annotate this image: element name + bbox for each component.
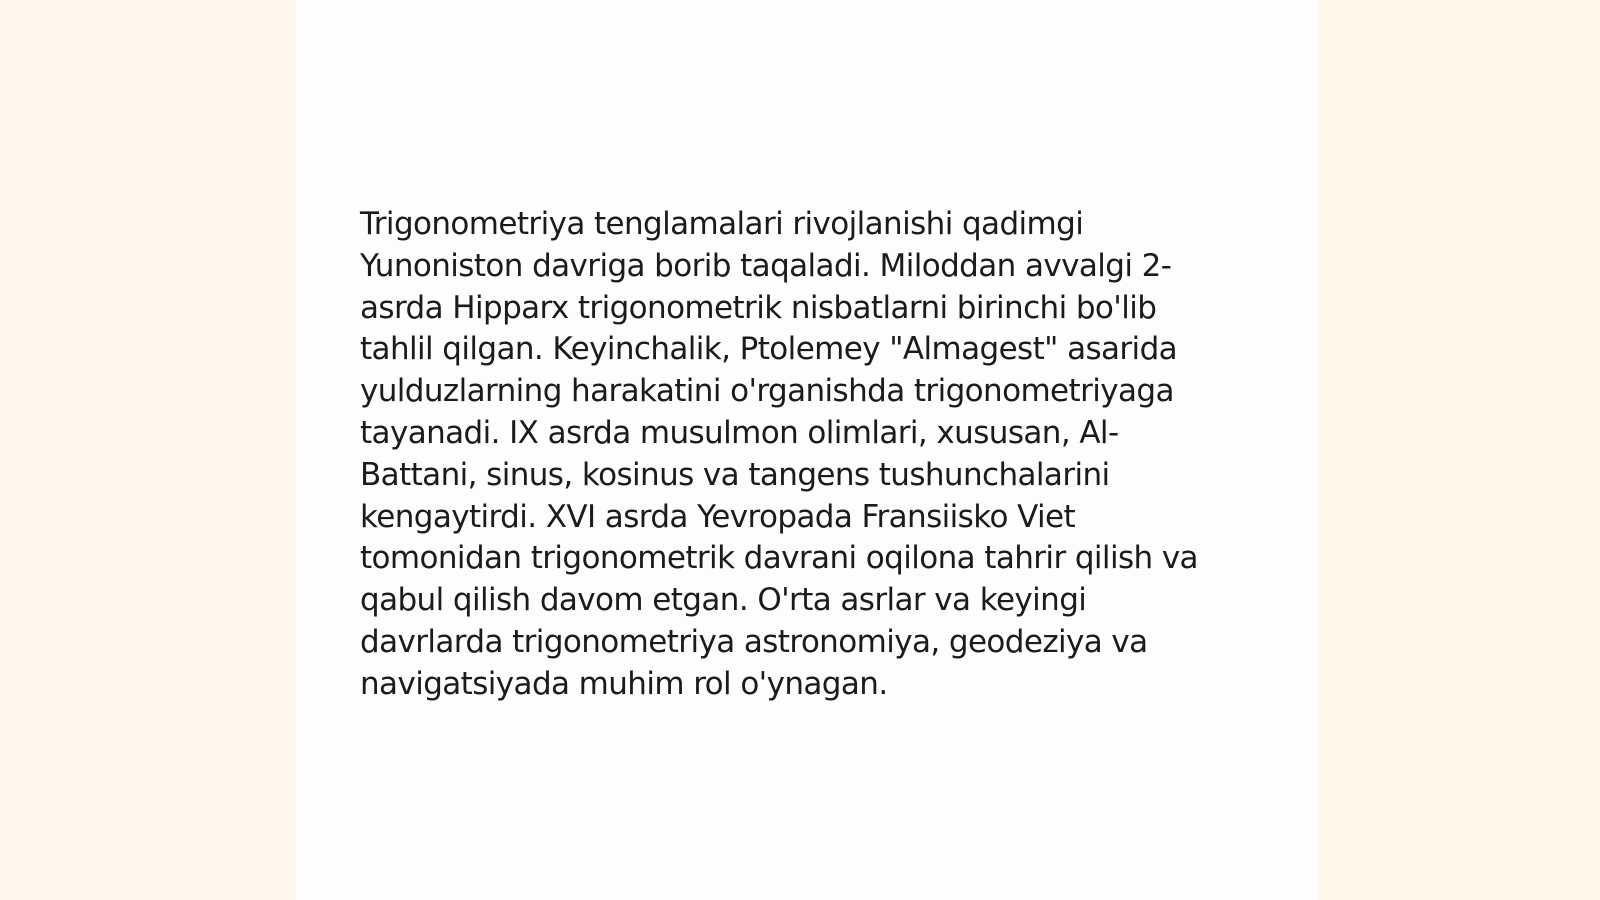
slide-body-text: Trigonometriya tenglamalari rivojlanishi qadimgi Yunoniston davriga borib taqaladi. Miloddan avvalgi 2-asrda Hipparx trigonometrik nisbatlarni birinchi bo'lib tahlil qilgan. Keyinchalik, Ptolemey "Almagest" asarida yulduzlarning harakatini o'rganishda trigonometriyaga tayanadi. IX asrda musulmon olimlari, xususan, Al-Battani, sinus, kosinus va tangens tushunchalarini kengaytirdi. XVI asrda Yevropada Fransiisko Viet tomonidan trigonometrik davrani oqilona tahrir qilish va qabul qilish davom etgan. O'rta asrlar va keyingi davrlarda trigonometriya astronomiya, geodeziya va navigatsiyada muhim rol o'ynagan. <box>360 206 1198 702</box>
right-margin-panel <box>1318 0 1600 900</box>
slide <box>296 0 1318 900</box>
left-margin-panel <box>0 0 296 900</box>
